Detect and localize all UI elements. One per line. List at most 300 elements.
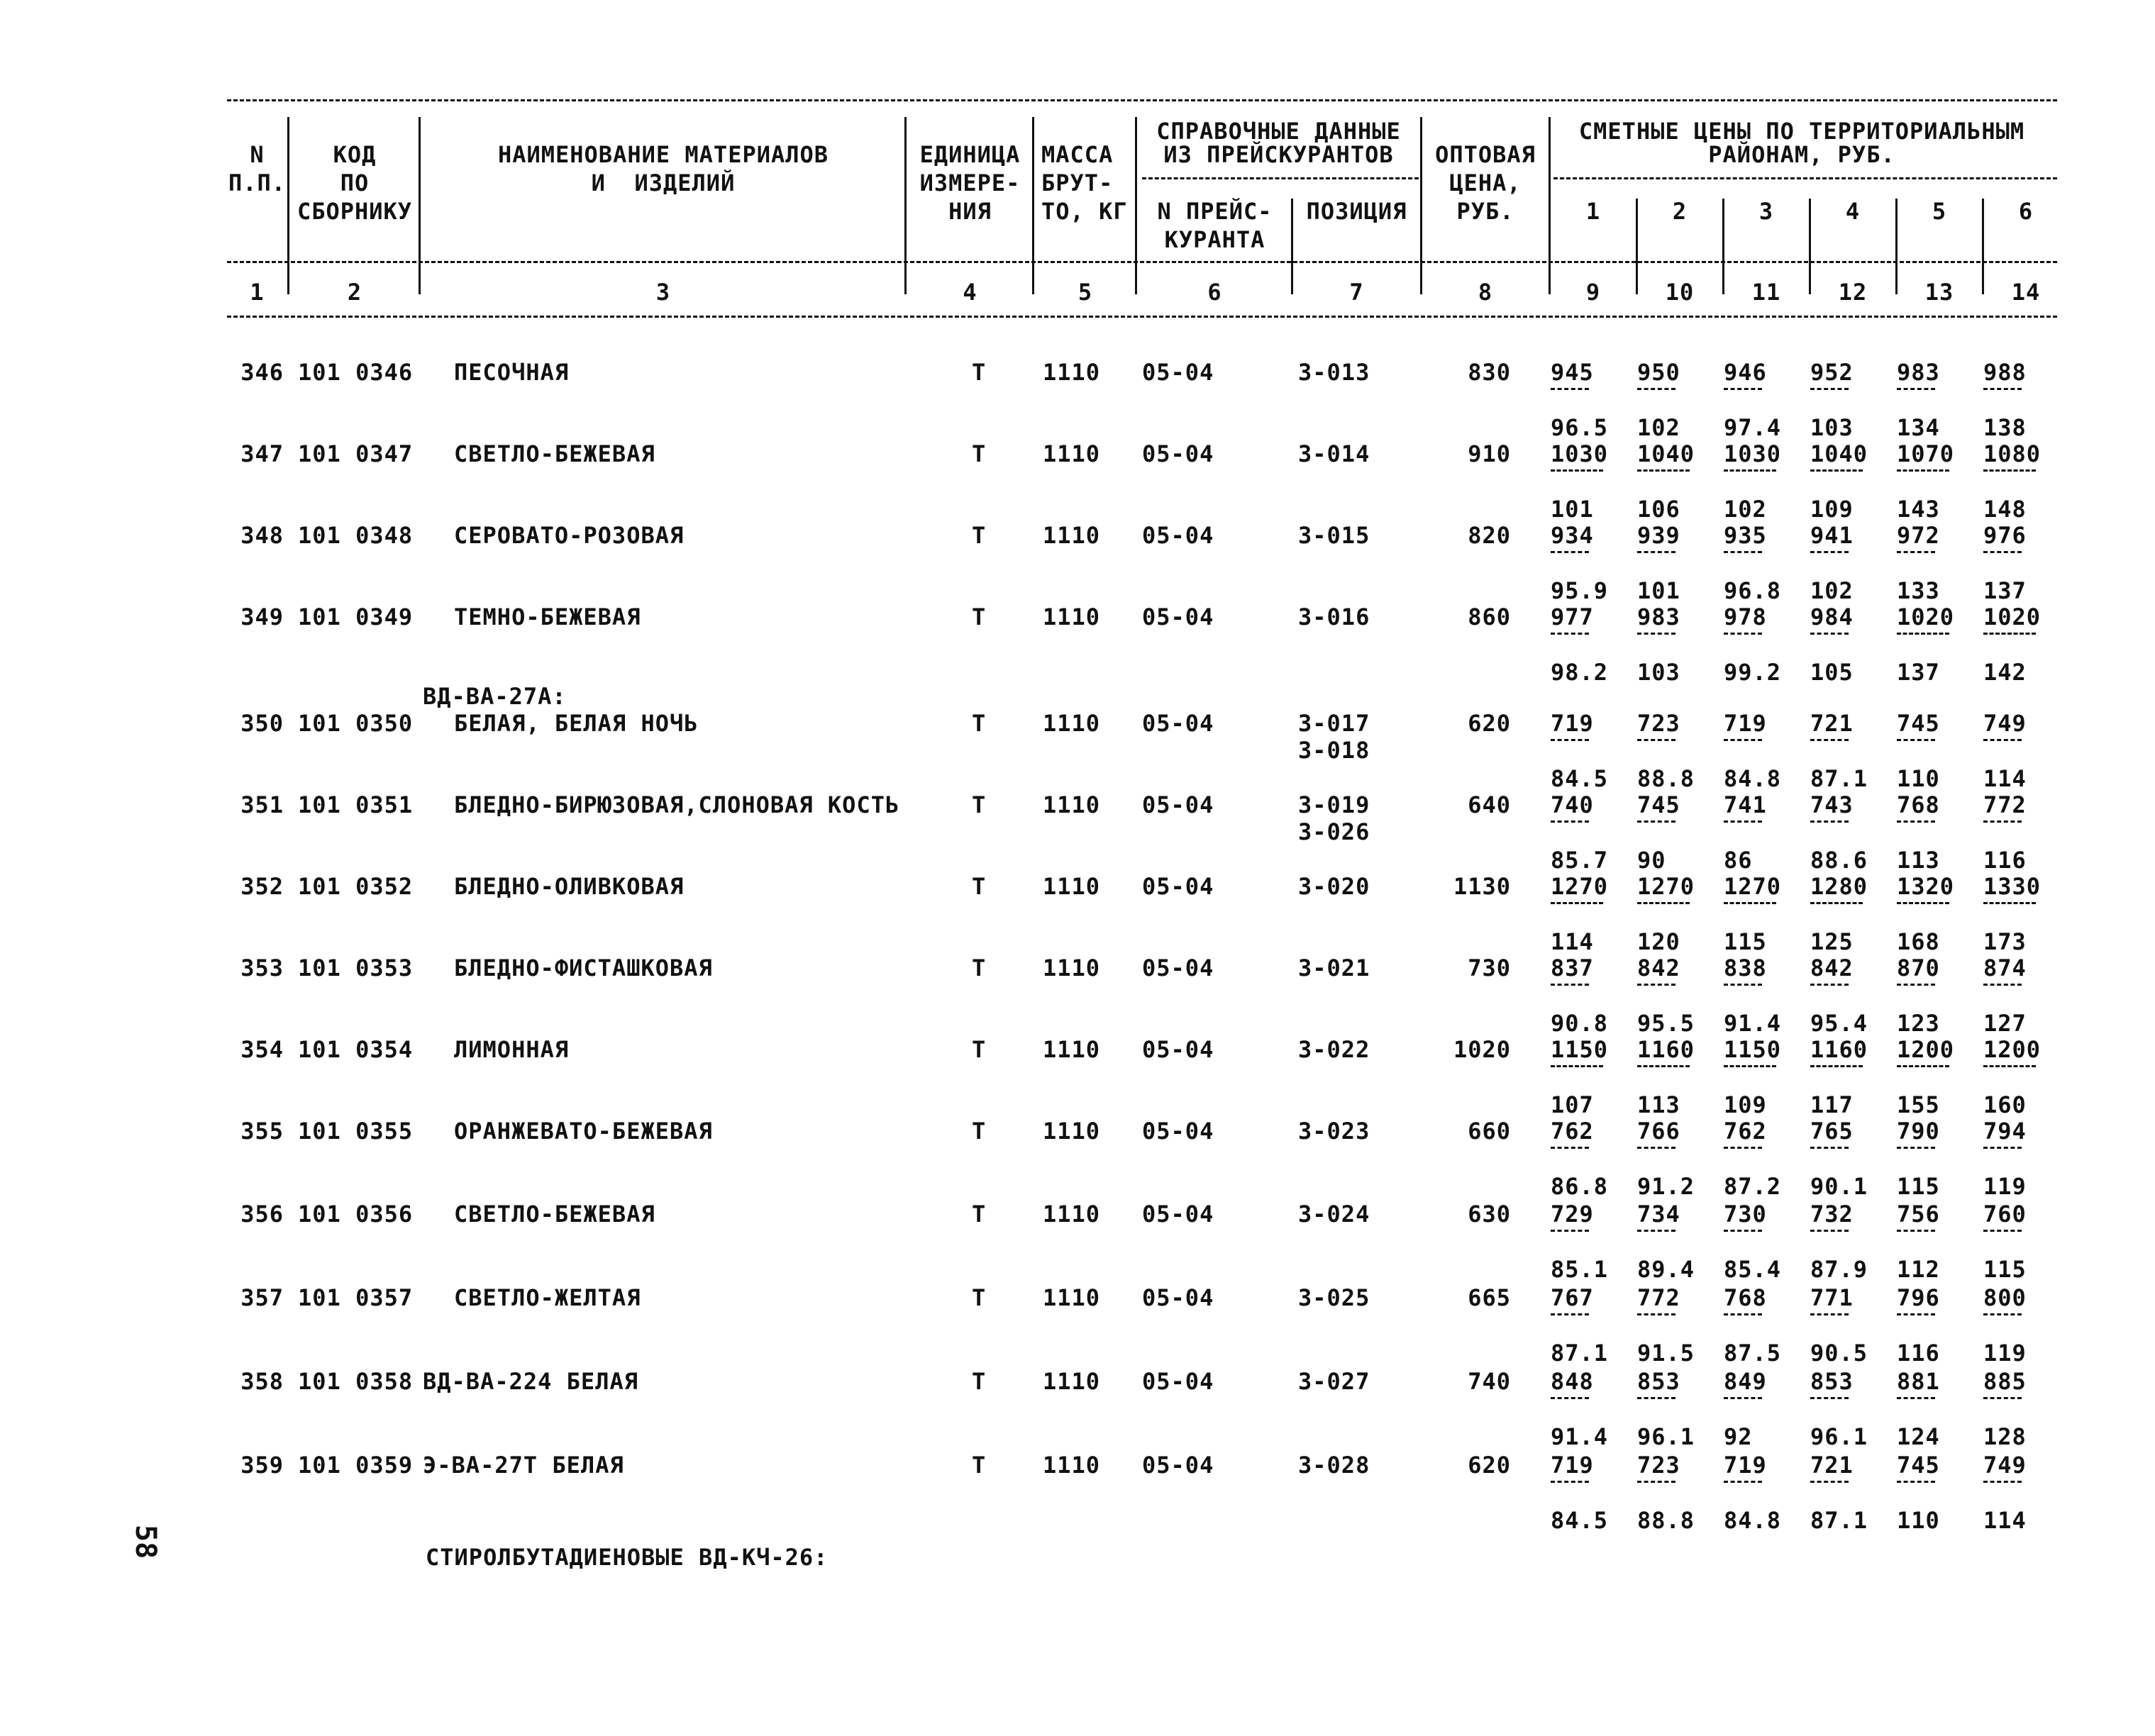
- fraction-bar: [1724, 1481, 1762, 1483]
- fraction-bar: [1551, 633, 1589, 635]
- fraction-bar: [1897, 984, 1935, 986]
- row-unit: Т: [972, 1201, 987, 1228]
- fraction-bar: [1897, 633, 1949, 635]
- region-5-transport: 113: [1897, 847, 1940, 874]
- region-4-transport: 125: [1810, 928, 1854, 955]
- row-position: 3-021: [1298, 955, 1370, 981]
- region-6-price: 772: [1983, 791, 2027, 818]
- header-separator: [1032, 117, 1034, 294]
- row-pricelist-number: 05-04: [1142, 1284, 1214, 1311]
- row-pricelist-number: 05-04: [1142, 1368, 1214, 1395]
- row-pricelist-number: 05-04: [1142, 1452, 1214, 1479]
- region-2-price: 1040: [1637, 440, 1695, 467]
- fraction-bar: [1983, 388, 2022, 390]
- colnum-11: 11: [1751, 279, 1781, 306]
- fraction-bar: [1637, 1481, 1675, 1483]
- row-pricelist-number: 05-04: [1142, 359, 1214, 386]
- region-5-transport: 137: [1897, 659, 1940, 686]
- colnum-2: 2: [347, 279, 362, 306]
- row-mass: 1110: [1043, 1452, 1101, 1479]
- region-2-transport: 91.2: [1637, 1173, 1695, 1200]
- region-2-price: 842: [1637, 955, 1680, 981]
- region-2-price: 1270: [1637, 873, 1695, 900]
- colnum-6: 6: [1207, 279, 1222, 306]
- region-1-price: 719: [1551, 1452, 1594, 1479]
- region-3-transport: 102: [1724, 496, 1767, 523]
- region-3-transport: 99.2: [1724, 659, 1782, 686]
- fraction-bar: [1637, 1397, 1675, 1399]
- row-position: 3-025: [1298, 1284, 1370, 1311]
- fraction-bar: [1810, 1230, 1849, 1232]
- row-position: 3-024: [1298, 1201, 1370, 1228]
- fraction-bar: [1983, 1481, 2022, 1483]
- region-1-price: 740: [1551, 791, 1594, 818]
- fraction-bar: [1551, 1147, 1589, 1149]
- region-4-transport: 87.9: [1810, 1256, 1868, 1283]
- region-6-price: 1080: [1983, 440, 2042, 467]
- region-3-transport: 86: [1724, 847, 1753, 874]
- fraction-bar: [1724, 739, 1762, 741]
- row-position: 3-023: [1298, 1118, 1370, 1145]
- fraction-bar: [1637, 551, 1675, 553]
- region-4-price: 732: [1810, 1201, 1854, 1228]
- region-6-transport: 128: [1983, 1423, 2027, 1450]
- region-5-price: 756: [1897, 1201, 1940, 1228]
- fraction-bar: [1724, 984, 1762, 986]
- row-number: 349: [240, 603, 284, 630]
- region-5-transport: 168: [1897, 928, 1940, 955]
- region-2-transport: 89.4: [1637, 1256, 1695, 1283]
- region-4-price: 941: [1810, 522, 1854, 549]
- region-1-price: 945: [1551, 359, 1594, 386]
- region-4-transport: 96.1: [1810, 1423, 1868, 1450]
- row-mass: 1110: [1043, 1368, 1101, 1395]
- region-1-transport: 107: [1551, 1091, 1594, 1118]
- region-5-price: 745: [1897, 1452, 1940, 1479]
- row-pricelist-number: 05-04: [1142, 440, 1214, 467]
- fraction-bar: [1551, 1230, 1589, 1232]
- fraction-bar: [1724, 469, 1776, 472]
- row-number: 351: [240, 791, 284, 818]
- fraction-bar: [1810, 1147, 1849, 1149]
- fraction-bar: [1897, 388, 1935, 390]
- fraction-bar: [1551, 469, 1603, 472]
- fraction-bar: [1810, 1397, 1849, 1399]
- row-name: ОРАНЖЕВАТО-БЕЖЕВАЯ: [454, 1118, 713, 1145]
- region-3-price: 1270: [1724, 873, 1782, 900]
- region-4-price: 721: [1810, 710, 1854, 737]
- section-heading: СТИРОЛБУТАДИЕНОВЫЕ ВД-КЧ-26:: [426, 1544, 829, 1571]
- region-6-transport: 137: [1983, 577, 2027, 604]
- region-5-transport: 115: [1897, 1173, 1940, 1200]
- header-col5-line1: МАССА: [1041, 141, 1114, 168]
- fraction-bar: [1897, 551, 1935, 553]
- fraction-bar: [1810, 1065, 1863, 1067]
- colnum-1: 1: [250, 279, 265, 306]
- region-1-transport: 84.5: [1551, 1507, 1609, 1534]
- row-wholesale-price: 630: [1468, 1201, 1511, 1228]
- region-3-transport: 109: [1724, 1091, 1767, 1118]
- colnum-4: 4: [963, 279, 977, 306]
- row-code: 101 0351: [298, 791, 414, 818]
- region-4-price: 743: [1810, 791, 1854, 818]
- row-group-label: ВД-ВА-27А:: [423, 683, 567, 710]
- header-region-5: 5: [1932, 198, 1947, 225]
- row-code: 101 0346: [298, 359, 414, 386]
- row-pricelist-number: 05-04: [1142, 1036, 1214, 1063]
- fraction-bar: [1983, 1397, 2022, 1399]
- row-unit: Т: [972, 873, 987, 900]
- row-code: 101 0353: [298, 955, 414, 981]
- row-position: 3-019: [1298, 791, 1370, 818]
- row-name: СВЕТЛО-ЖЕЛТАЯ: [454, 1284, 641, 1311]
- region-6-transport: 119: [1983, 1173, 2027, 1200]
- fraction-bar: [1983, 1230, 2022, 1232]
- row-pricelist-number: 05-04: [1142, 791, 1214, 818]
- region-4-price: 1280: [1810, 873, 1868, 900]
- region-4-price: 952: [1810, 359, 1854, 386]
- region-4-transport: 90.5: [1810, 1340, 1868, 1367]
- region-3-price: 978: [1724, 603, 1767, 630]
- fraction-bar: [1897, 1230, 1935, 1232]
- region-2-transport: 95.5: [1637, 1010, 1695, 1037]
- fraction-bar: [1637, 1313, 1675, 1315]
- header-region-2: 2: [1672, 198, 1688, 225]
- row-unit: Т: [972, 1036, 987, 1063]
- region-3-transport: 87.5: [1724, 1340, 1782, 1367]
- fraction-bar: [1810, 469, 1863, 472]
- region-2-transport: 101: [1637, 577, 1680, 604]
- row-pricelist-number: 05-04: [1142, 1118, 1214, 1145]
- region-6-price: 885: [1983, 1368, 2027, 1395]
- fraction-bar: [1724, 820, 1762, 823]
- row-unit: Т: [972, 603, 987, 630]
- region-2-transport: 88.8: [1637, 1507, 1695, 1534]
- region-2-price: 766: [1637, 1118, 1680, 1145]
- row-position-extra: 3-026: [1298, 818, 1370, 845]
- fraction-bar: [1983, 551, 2022, 553]
- row-number: 359: [240, 1452, 284, 1479]
- row-name: ТЕМНО-БЕЖЕВАЯ: [454, 603, 641, 630]
- region-5-price: 1320: [1897, 873, 1955, 900]
- region-5-price: 1070: [1897, 440, 1955, 467]
- row-mass: 1110: [1043, 1118, 1101, 1145]
- row-wholesale-price: 730: [1468, 955, 1511, 981]
- region-2-price: 983: [1637, 603, 1680, 630]
- fraction-bar: [1724, 1313, 1762, 1315]
- fraction-bar: [1637, 469, 1690, 472]
- region-6-transport: 115: [1983, 1256, 2027, 1283]
- region-6-transport: 116: [1983, 847, 2027, 874]
- row-position: 3-027: [1298, 1368, 1370, 1395]
- region-2-transport: 113: [1637, 1091, 1680, 1118]
- region-6-transport: 114: [1983, 765, 2027, 792]
- region-5-price: 768: [1897, 791, 1940, 818]
- row-number: 347: [240, 440, 284, 467]
- region-2-transport: 90: [1637, 847, 1666, 874]
- fraction-bar: [1724, 902, 1776, 904]
- region-2-transport: 91.5: [1637, 1340, 1695, 1367]
- fraction-bar: [1637, 1230, 1675, 1232]
- row-position: 3-022: [1298, 1036, 1370, 1063]
- region-6-transport: 142: [1983, 659, 2027, 686]
- region-5-transport: 112: [1897, 1256, 1940, 1283]
- row-pricelist-number: 05-04: [1142, 522, 1214, 549]
- region-6-transport: 114: [1983, 1507, 2027, 1534]
- region-2-transport: 103: [1637, 659, 1680, 686]
- region-6-transport: 173: [1983, 928, 2027, 955]
- fraction-bar: [1551, 1481, 1589, 1483]
- region-6-price: 988: [1983, 359, 2027, 386]
- row-unit: Т: [972, 1118, 987, 1145]
- header-prices-group-rule: [1553, 177, 2057, 179]
- region-3-price: 762: [1724, 1118, 1767, 1145]
- row-number: 346: [240, 359, 284, 386]
- region-2-price: 939: [1637, 522, 1680, 549]
- region-2-price: 723: [1637, 1452, 1680, 1479]
- row-mass: 1110: [1043, 1036, 1101, 1063]
- region-6-price: 749: [1983, 710, 2027, 737]
- fraction-bar: [1637, 388, 1675, 390]
- fraction-bar: [1897, 902, 1949, 904]
- region-4-transport: 117: [1810, 1091, 1854, 1118]
- row-pricelist-number: 05-04: [1142, 873, 1214, 900]
- row-mass: 1110: [1043, 710, 1101, 737]
- region-2-price: 723: [1637, 710, 1680, 737]
- row-wholesale-price: 640: [1468, 791, 1511, 818]
- region-3-price: 768: [1724, 1284, 1767, 1311]
- row-mass: 1110: [1043, 791, 1101, 818]
- region-6-price: 800: [1983, 1284, 2027, 1311]
- header-col4-line3: НИЯ: [948, 198, 992, 225]
- region-5-transport: 116: [1897, 1340, 1940, 1367]
- fraction-bar: [1810, 633, 1849, 635]
- fraction-bar: [1551, 1065, 1603, 1067]
- fraction-bar: [1897, 739, 1935, 741]
- region-3-transport: 91.4: [1724, 1010, 1782, 1037]
- row-name: ПЕСОЧНАЯ: [454, 359, 570, 386]
- fraction-bar: [1810, 820, 1849, 823]
- row-pricelist-number: 05-04: [1142, 1201, 1214, 1228]
- row-code: 101 0347: [298, 440, 414, 467]
- region-6-price: 976: [1983, 522, 2027, 549]
- row-code: 101 0350: [298, 710, 414, 737]
- row-name: БЛЕДНО-ФИСТАШКОВАЯ: [454, 955, 713, 981]
- region-5-transport: 110: [1897, 765, 1940, 792]
- row-code: 101 0357: [298, 1284, 414, 1311]
- region-1-transport: 98.2: [1551, 659, 1609, 686]
- region-5-price: 881: [1897, 1368, 1940, 1395]
- region-6-price: 760: [1983, 1201, 2027, 1228]
- header-col5-line2: БРУТ-: [1041, 169, 1114, 196]
- header-col8-line3: РУБ.: [1456, 198, 1514, 225]
- header-ref-group-line1: СПРАВОЧНЫЕ ДАННЫЕ: [1156, 118, 1401, 145]
- fraction-bar: [1897, 469, 1949, 472]
- region-2-transport: 120: [1637, 928, 1680, 955]
- row-mass: 1110: [1043, 522, 1101, 549]
- row-name: Э-ВА-27Т БЕЛАЯ: [423, 1452, 624, 1479]
- row-number: 348: [240, 522, 284, 549]
- fraction-bar: [1810, 388, 1849, 390]
- region-6-transport: 127: [1983, 1010, 2027, 1037]
- header-col3-line1: НАИМЕНОВАНИЕ МАТЕРИАЛОВ: [497, 141, 829, 168]
- region-1-price: 762: [1551, 1118, 1594, 1145]
- fraction-bar: [1637, 739, 1675, 741]
- region-1-price: 767: [1551, 1284, 1594, 1311]
- fraction-bar: [1897, 1065, 1949, 1067]
- row-wholesale-price: 740: [1468, 1368, 1511, 1395]
- fraction-bar: [1983, 1147, 2022, 1149]
- region-4-price: 765: [1810, 1118, 1854, 1145]
- row-unit: Т: [972, 791, 987, 818]
- region-4-price: 842: [1810, 955, 1854, 981]
- region-3-price: 838: [1724, 955, 1767, 981]
- region-6-price: 1020: [1983, 603, 2042, 630]
- header-col6-line2: КУРАНТА: [1164, 226, 1265, 253]
- region-5-transport: 124: [1897, 1423, 1940, 1450]
- region-6-price: 874: [1983, 955, 2027, 981]
- colnum-9: 9: [1585, 279, 1601, 306]
- fraction-bar: [1983, 1313, 2022, 1315]
- colnum-14: 14: [2011, 279, 2041, 306]
- fraction-bar: [1637, 633, 1675, 635]
- region-1-price: 1150: [1551, 1036, 1609, 1063]
- colnum-10: 10: [1665, 279, 1695, 306]
- row-unit: Т: [972, 955, 987, 981]
- region-5-transport: 134: [1897, 414, 1940, 441]
- header-ref-group-rule: [1142, 177, 1419, 179]
- region-3-price: 741: [1724, 791, 1767, 818]
- row-code: 101 0359: [298, 1452, 414, 1479]
- fraction-bar: [1724, 388, 1762, 390]
- region-3-transport: 84.8: [1724, 1507, 1782, 1534]
- row-wholesale-price: 660: [1468, 1118, 1511, 1145]
- region-5-transport: 155: [1897, 1091, 1940, 1118]
- row-mass: 1110: [1043, 440, 1101, 467]
- fraction-bar: [1724, 1397, 1762, 1399]
- row-number: 350: [240, 710, 284, 737]
- region-4-price: 1040: [1810, 440, 1868, 467]
- region-4-price: 771: [1810, 1284, 1854, 1311]
- colnum-8: 8: [1478, 279, 1493, 306]
- region-3-transport: 92: [1724, 1423, 1753, 1450]
- header-prices-group-line2: РАЙОНАМ, РУБ.: [1708, 141, 1895, 168]
- region-6-price: 1200: [1983, 1036, 2042, 1063]
- row-position: 3-013: [1298, 359, 1370, 386]
- fraction-bar: [1983, 1065, 2036, 1067]
- header-top-rule: [227, 99, 2057, 101]
- fraction-bar: [1551, 1397, 1589, 1399]
- fraction-bar: [1983, 902, 2036, 904]
- row-wholesale-price: 910: [1468, 440, 1511, 467]
- row-wholesale-price: 1020: [1453, 1036, 1511, 1063]
- row-unit: Т: [972, 1284, 987, 1311]
- region-1-price: 837: [1551, 955, 1594, 981]
- row-wholesale-price: 820: [1468, 522, 1511, 549]
- header-col2-line1: КОД: [333, 141, 377, 168]
- row-code: 101 0349: [298, 603, 414, 630]
- region-5-price: 870: [1897, 955, 1940, 981]
- region-1-price: 719: [1551, 710, 1594, 737]
- fraction-bar: [1897, 1397, 1935, 1399]
- row-number: 357: [240, 1284, 284, 1311]
- fraction-bar: [1637, 1147, 1675, 1149]
- region-2-price: 853: [1637, 1368, 1680, 1395]
- region-6-transport: 119: [1983, 1340, 2027, 1367]
- fraction-bar: [1551, 739, 1589, 741]
- row-name: ВД-ВА-224 БЕЛАЯ: [423, 1368, 638, 1395]
- header-col8-line1: ОПТОВАЯ: [1435, 141, 1536, 168]
- colnum-5: 5: [1078, 279, 1093, 306]
- region-3-price: 946: [1724, 359, 1767, 386]
- row-unit: Т: [972, 1452, 987, 1479]
- fraction-bar: [1637, 902, 1690, 904]
- region-3-price: 849: [1724, 1368, 1767, 1395]
- colnum-12: 12: [1838, 279, 1868, 306]
- colnum-13: 13: [1924, 279, 1954, 306]
- row-unit: Т: [972, 522, 987, 549]
- region-5-transport: 143: [1897, 496, 1940, 523]
- fraction-bar: [1810, 1313, 1849, 1315]
- fraction-bar: [1983, 739, 2022, 741]
- row-unit: Т: [972, 440, 987, 467]
- header-separator: [419, 117, 421, 294]
- row-position-extra: 3-018: [1298, 737, 1370, 764]
- row-code: 101 0355: [298, 1118, 414, 1145]
- region-4-price: 984: [1810, 603, 1854, 630]
- region-1-price: 729: [1551, 1201, 1594, 1228]
- row-pricelist-number: 05-04: [1142, 603, 1214, 630]
- region-3-transport: 87.2: [1724, 1173, 1782, 1200]
- fraction-bar: [1551, 820, 1589, 823]
- header-mid-rule: [227, 261, 2057, 263]
- region-4-price: 721: [1810, 1452, 1854, 1479]
- row-position: 3-020: [1298, 873, 1370, 900]
- row-code: 101 0354: [298, 1036, 414, 1063]
- region-1-transport: 85.7: [1551, 847, 1609, 874]
- region-4-price: 1160: [1810, 1036, 1868, 1063]
- region-2-transport: 102: [1637, 414, 1680, 441]
- header-separator: [904, 117, 907, 294]
- fraction-bar: [1810, 1481, 1849, 1483]
- row-code: 101 0356: [298, 1201, 414, 1228]
- region-5-price: 745: [1897, 710, 1940, 737]
- region-1-transport: 85.1: [1551, 1256, 1609, 1283]
- row-code: 101 0352: [298, 873, 414, 900]
- region-4-transport: 87.1: [1810, 1507, 1868, 1534]
- fraction-bar: [1724, 1147, 1762, 1149]
- region-4-transport: 109: [1810, 496, 1854, 523]
- region-4-transport: 105: [1810, 659, 1854, 686]
- fraction-bar: [1983, 984, 2022, 986]
- header-col2-line3: СБОРНИКУ: [297, 198, 413, 225]
- region-3-transport: 97.4: [1724, 414, 1782, 441]
- row-unit: Т: [972, 1368, 987, 1395]
- colnum-3: 3: [655, 279, 671, 306]
- colnum-7: 7: [1349, 279, 1364, 306]
- region-3-price: 719: [1724, 710, 1767, 737]
- region-1-transport: 101: [1551, 496, 1594, 523]
- header-col4-line1: ЕДИНИЦА: [919, 141, 1021, 168]
- row-position: 3-028: [1298, 1452, 1370, 1479]
- region-5-price: 790: [1897, 1118, 1940, 1145]
- row-name: БЛЕДНО-ОЛИВКОВАЯ: [454, 873, 685, 900]
- row-number: 355: [240, 1118, 284, 1145]
- region-1-price: 934: [1551, 522, 1594, 549]
- region-4-transport: 103: [1810, 414, 1854, 441]
- region-1-transport: 114: [1551, 928, 1594, 955]
- row-name: ЛИМОННАЯ: [454, 1036, 570, 1063]
